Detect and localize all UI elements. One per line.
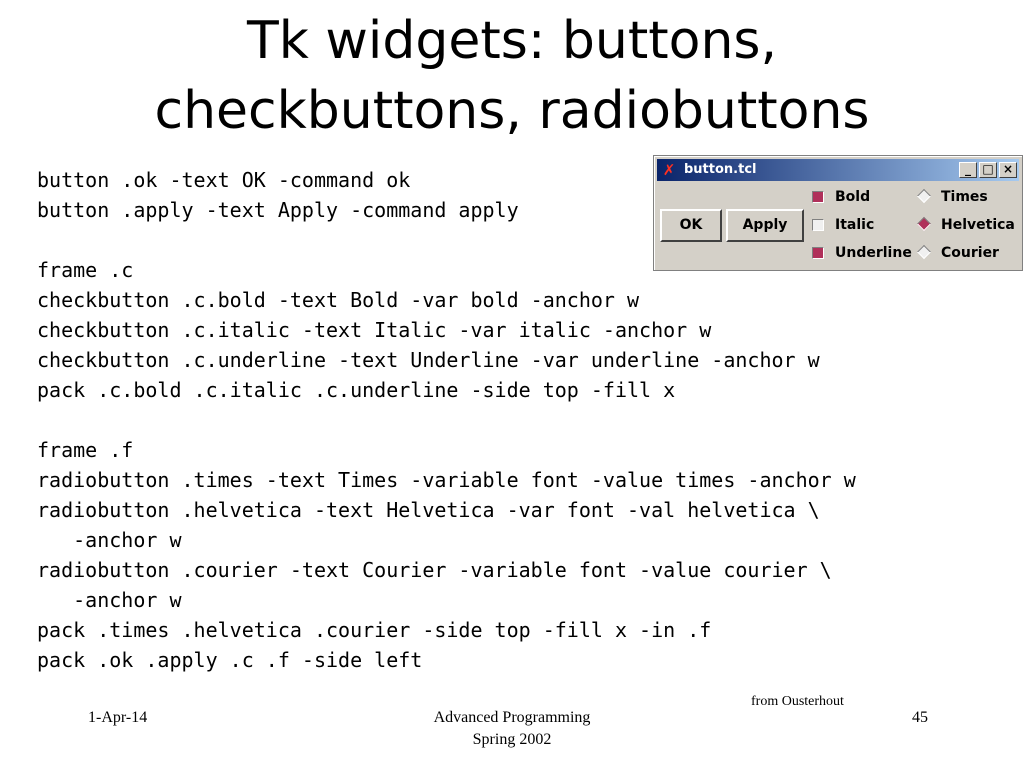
tk-window-screenshot [653, 155, 1023, 271]
code-line: radiobutton .courier -text Courier -variable font -value courier \ [37, 558, 832, 582]
tk-feather-icon: ✗ [662, 161, 676, 179]
minimize-icon[interactable]: _ [959, 162, 977, 178]
footer-date: 1-Apr-14 [88, 709, 148, 726]
radio-unselected-icon [917, 189, 931, 203]
radio-selected-icon [917, 217, 931, 231]
source-credit: from Ousterhout [751, 694, 844, 709]
code-line: frame .c [37, 258, 134, 282]
checkbox-unchecked-icon [812, 219, 824, 231]
radio-unselected-icon [917, 245, 931, 259]
code-line: button .apply -text Apply -command apply [37, 198, 519, 222]
maximize-icon[interactable]: □ [979, 162, 997, 178]
checkbox-checked-icon [812, 191, 824, 203]
code-line: pack .times .helvetica .courier -side top -fill x -in .f [37, 618, 712, 642]
tk-window-title: button.tcl [684, 162, 757, 177]
helvetica-radiobutton-label: Helvetica [941, 217, 1015, 233]
code-line: -anchor w [37, 528, 182, 552]
italic-checkbutton-label: Italic [835, 217, 875, 233]
code-line: checkbutton .c.underline -text Underline -var underline -anchor w [37, 348, 820, 372]
page-number: 45 [912, 709, 928, 726]
close-icon[interactable]: × [999, 162, 1017, 178]
courier-radiobutton-label: Courier [941, 245, 999, 261]
footer-course [392, 707, 632, 751]
code-line: radiobutton .times -text Times -variable font -value times -anchor w [37, 468, 856, 492]
times-radiobutton-label: Times [941, 189, 988, 205]
footer-course-name: Advanced Programming [433, 709, 591, 726]
slide-title-line2: checkbuttons, radiobuttons [154, 81, 870, 141]
code-line: -anchor w [37, 588, 182, 612]
slide-title-line1: Tk widgets: buttons, [246, 11, 778, 71]
code-line: frame .f [37, 438, 134, 462]
footer-term: Spring 2002 [472, 731, 552, 748]
code-line: pack .c.bold .c.italic .c.underline -side top -fill x [37, 378, 676, 402]
code-line: checkbutton .c.bold -text Bold -var bold -anchor w [37, 288, 640, 312]
checkbox-checked-icon [812, 247, 824, 259]
code-line [37, 405, 856, 435]
tk-window-titlebar[interactable] [657, 159, 1019, 181]
code-line: checkbutton .c.italic -text Italic -var italic -anchor w [37, 318, 712, 342]
bold-checkbutton-label: Bold [835, 189, 871, 205]
code-line: radiobutton .helvetica -text Helvetica -var font -val helvetica \ [37, 498, 820, 522]
code-line: button .ok -text OK -command ok [37, 168, 411, 192]
code-line: pack .ok .apply .c .f -side left [37, 648, 423, 672]
apply-button[interactable]: Apply [726, 209, 804, 242]
slide-title [0, 6, 1024, 146]
ok-button[interactable]: OK [660, 209, 722, 242]
underline-checkbutton-label: Underline [835, 245, 912, 261]
